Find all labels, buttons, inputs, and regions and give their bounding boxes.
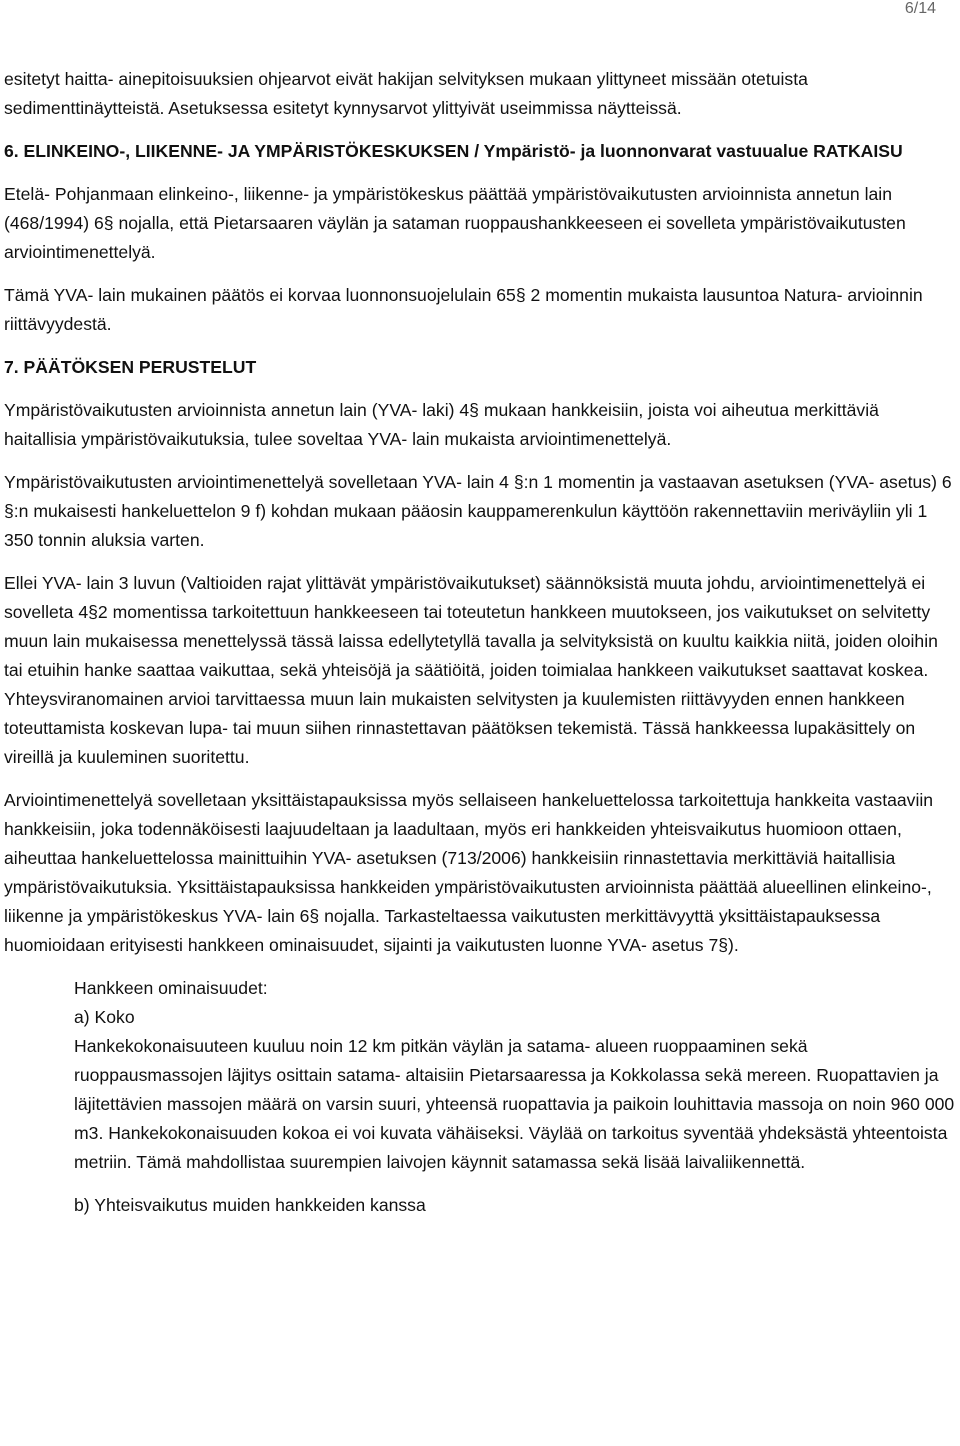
section-7-paragraph-1: Ympäristövaikutusten arvioinnista annetun lain (YVA- laki) 4§ mukaan hankkeisiin, joista voi aiheutua merkittäviä haitallisia ympäristövaikutuksia, tulee soveltaa YVA- lain mukaista arviointimenettelyä.	[4, 400, 879, 449]
item-b-title: b) Yhteisvaikutus muiden hankkeiden kanssa	[74, 1195, 426, 1215]
section-7-paragraph-2: Ympäristövaikutusten arviointimenettelyä sovelletaan YVA- lain 4 §:n 1 momentin ja vastaavan asetuksen (YVA- asetus) 6 §:n mukaisesti hankeluettelon 9 f) kohdan mukaan pääosin kauppamerenkulun käyttöön rakennettaviin meriväyliin yli 1 350 tonnin aluksia varten.	[4, 472, 952, 550]
item-a-title: a) Koko	[74, 1007, 135, 1027]
section-7-paragraph-3: Ellei YVA- lain 3 luvun (Valtioiden rajat ylittävät ympäristövaikutukset) säännöksistä muuta johdu, arviointimenettelyä ei sovelleta 4§2 momentissa tarkoitettuun hankkeeseen tai toteutetun hankkeen muutokseen, jos vaikutukset on selvitetty muun lain mukaisessa menettelyssä tässä laissa edellytetyllä tavalla ja selvityksistä on kuultu kaikkia niitä, joiden oloihin tai etuihin hanke saattaa vaikuttaa, sekä yhteisöjä ja säätiöitä, joiden toimialaa hankkeen vaikutukset saattavat koskea. Yhteysviranomainen arvioi tarvittaessa muun lain mukaisten selvitysten ja kuulemisten riittävyyden ennen hankkeen toteuttamista koskevan lupa- tai muun siihen rinnastettavan päätöksen tekemistä. Tässä hankkeessa lupakäsittely on vireillä ja kuuleminen suoritettu.	[4, 573, 938, 767]
page-number: 6/14	[904, 0, 936, 17]
section-7-paragraph-4: Arviointimenettelyä sovelletaan yksittäistapauksissa myös sellaiseen hankeluettelossa tarkoitettuja hankkeita vastaaviin hankkeisiin, joka todennäköisesti laajuudeltaan ja laadultaan, myös eri hankkeiden yhteisvaikutus huomioon ottaen, aiheuttaa hankeluettelossa mainittuihin YVA- asetuksen (713/2006) hankkeisiin rinnastettavia merkittäviä haitallisia ympäristövaikutuksia. Yksittäistapauksissa hankkeiden ympäristövaikutusten arvioinnista päättää alueellinen elinkeino-, liikenne ja ympäristökeskus YVA- lain 6§ nojalla. Tarkasteltaessa vaikutusten merkittävyyttä yksittäistapauksessa huomioidaan erityisesti hankkeen ominaisuudet, sijainti ja vaikutusten luonne YVA- asetus 7§).	[4, 790, 934, 955]
section-6-paragraph-2: Tämä YVA- lain mukainen päätös ei korvaa luonnonsuojelulain 65§ 2 momentin mukaista lausuntoa Natura- arvioinnin riittävyydestä.	[4, 285, 923, 334]
document-body	[4, 65, 956, 1220]
project-characteristics	[4, 974, 956, 1220]
intro-paragraph: esitetyt haitta- ainepitoisuuksien ohjearvot eivät hakijan selvityksen mukaan ylittyneet missään otetuista sedimenttinäytteistä. Asetuksessa esitetyt kynnysarvot ylittyivät useimmissa näytteissä.	[4, 69, 808, 118]
item-a-text: Hankekokonaisuuteen kuuluu noin 12 km pitkän väylän ja satama- alueen ruoppaaminen sekä ruoppausmassojen läjitys osittain satama- altaisiin Pietarsaaressa ja Kokkolassa sekä mereen. Ruopattavien ja läjitettävien massojen määrä on varsin suuri, yhteensä ruopattavia ja paikoin louhittavia massoja on noin 960 000 m3. Hankekokonaisuuden kokoa ei voi kuvata vähäiseksi. Väylää on tarkoitus syventää yhdeksästä yhteentoista metriin. Tämä mahdollistaa suurempien laivojen käynnit satamassa sekä lisää laivaliikennettä.	[74, 1036, 955, 1172]
characteristics-title: Hankkeen ominaisuudet:	[74, 978, 268, 998]
section-7-heading: 7. PÄÄTÖKSEN PERUSTELUT	[4, 357, 257, 377]
section-6-heading: 6. ELINKEINO-, LIIKENNE- JA YMPÄRISTÖKESKUKSEN / Ympäristö- ja luonnonvarat vastuualue RATKAISU	[4, 141, 903, 161]
section-6-paragraph-1: Etelä- Pohjanmaan elinkeino-, liikenne- ja ympäristökeskus päättää ympäristövaikutusten arvioinnista annetun lain (468/1994) 6§ nojalla, että Pietarsaaren väylän ja sataman ruoppaushankkeeseen ei sovelleta ympäristövaikutusten arviointimenettelyä.	[4, 184, 906, 262]
